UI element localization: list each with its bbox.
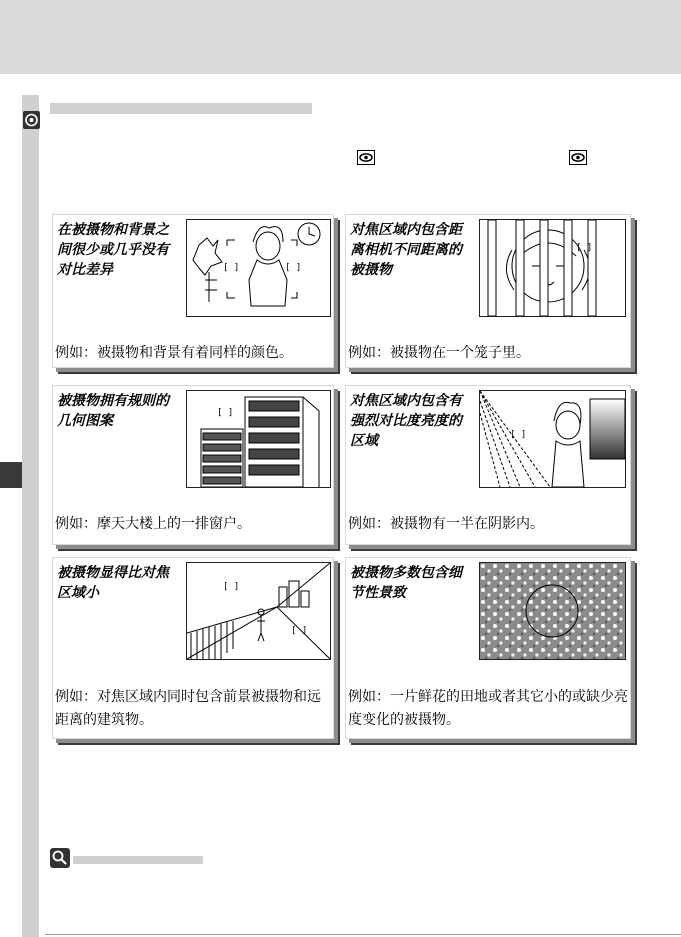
svg-text:[ ]: [ ]	[223, 263, 240, 273]
eye-reference-icon[interactable]	[569, 150, 587, 165]
card-caption: 例如：被摄物有一半在阴影内。	[348, 516, 544, 532]
note-heading-placeholder	[73, 856, 203, 864]
svg-text:[ ]: [ ]	[510, 430, 527, 440]
eye-reference-icon[interactable]	[357, 150, 375, 165]
example-card-strong-contrast	[345, 385, 631, 545]
illustration-cage	[479, 219, 626, 317]
card-title: 被摄物显得比对焦区域小	[57, 565, 169, 601]
example-card-low-contrast	[52, 214, 334, 368]
example-card-varying-distance	[345, 214, 631, 368]
illustration-low-contrast	[186, 219, 331, 317]
camera-settings-icon	[23, 111, 40, 129]
example-card-fine-detail	[345, 557, 631, 739]
magnifier-note-icon	[50, 848, 70, 868]
page-header-band	[0, 0, 681, 74]
svg-text:[ ]: [ ]	[291, 626, 308, 636]
svg-text:[ ]: [ ]	[217, 408, 234, 418]
card-caption: 例如：一片鲜花的田地或者其它小的或缺少亮度变化的被摄物。	[348, 689, 628, 728]
sidebar-strip	[22, 95, 39, 937]
chapter-tab-marker	[0, 462, 22, 488]
illustration-building	[186, 390, 331, 488]
card-caption: 例如：对焦区域内同时包含前景被摄物和远距离的建筑物。	[55, 689, 321, 728]
illustration-shadow	[479, 390, 626, 488]
section-heading-placeholder	[50, 103, 312, 114]
example-card-geometric-pattern	[52, 385, 334, 545]
svg-text:[ ]: [ ]	[285, 263, 302, 273]
card-caption: 例如：被摄物在一个笼子里。	[348, 345, 530, 361]
card-caption: 例如：被摄物和背景有着同样的颜色。	[55, 345, 293, 361]
card-title: 在被摄物和背景之间很少或几乎没有对比差异	[57, 222, 169, 278]
svg-text:[ ]: [ ]	[223, 582, 240, 592]
card-title: 对焦区域内包含距离相机不同距离的被摄物	[350, 222, 462, 278]
card-caption: 例如：摩天大楼上的一排窗户。	[55, 516, 251, 532]
example-card-small-subject	[52, 557, 334, 739]
card-title: 被摄物拥有规则的几何图案	[57, 393, 169, 429]
illustration-flower-field	[479, 562, 626, 660]
illustration-street	[186, 562, 331, 660]
svg-text:[ ]: [ ]	[576, 243, 593, 253]
page-bottom-rule	[45, 934, 681, 935]
card-title: 对焦区域内包含有强烈对比度亮度的区域	[350, 393, 462, 449]
card-title: 被摄物多数包含细节性景致	[350, 565, 462, 601]
